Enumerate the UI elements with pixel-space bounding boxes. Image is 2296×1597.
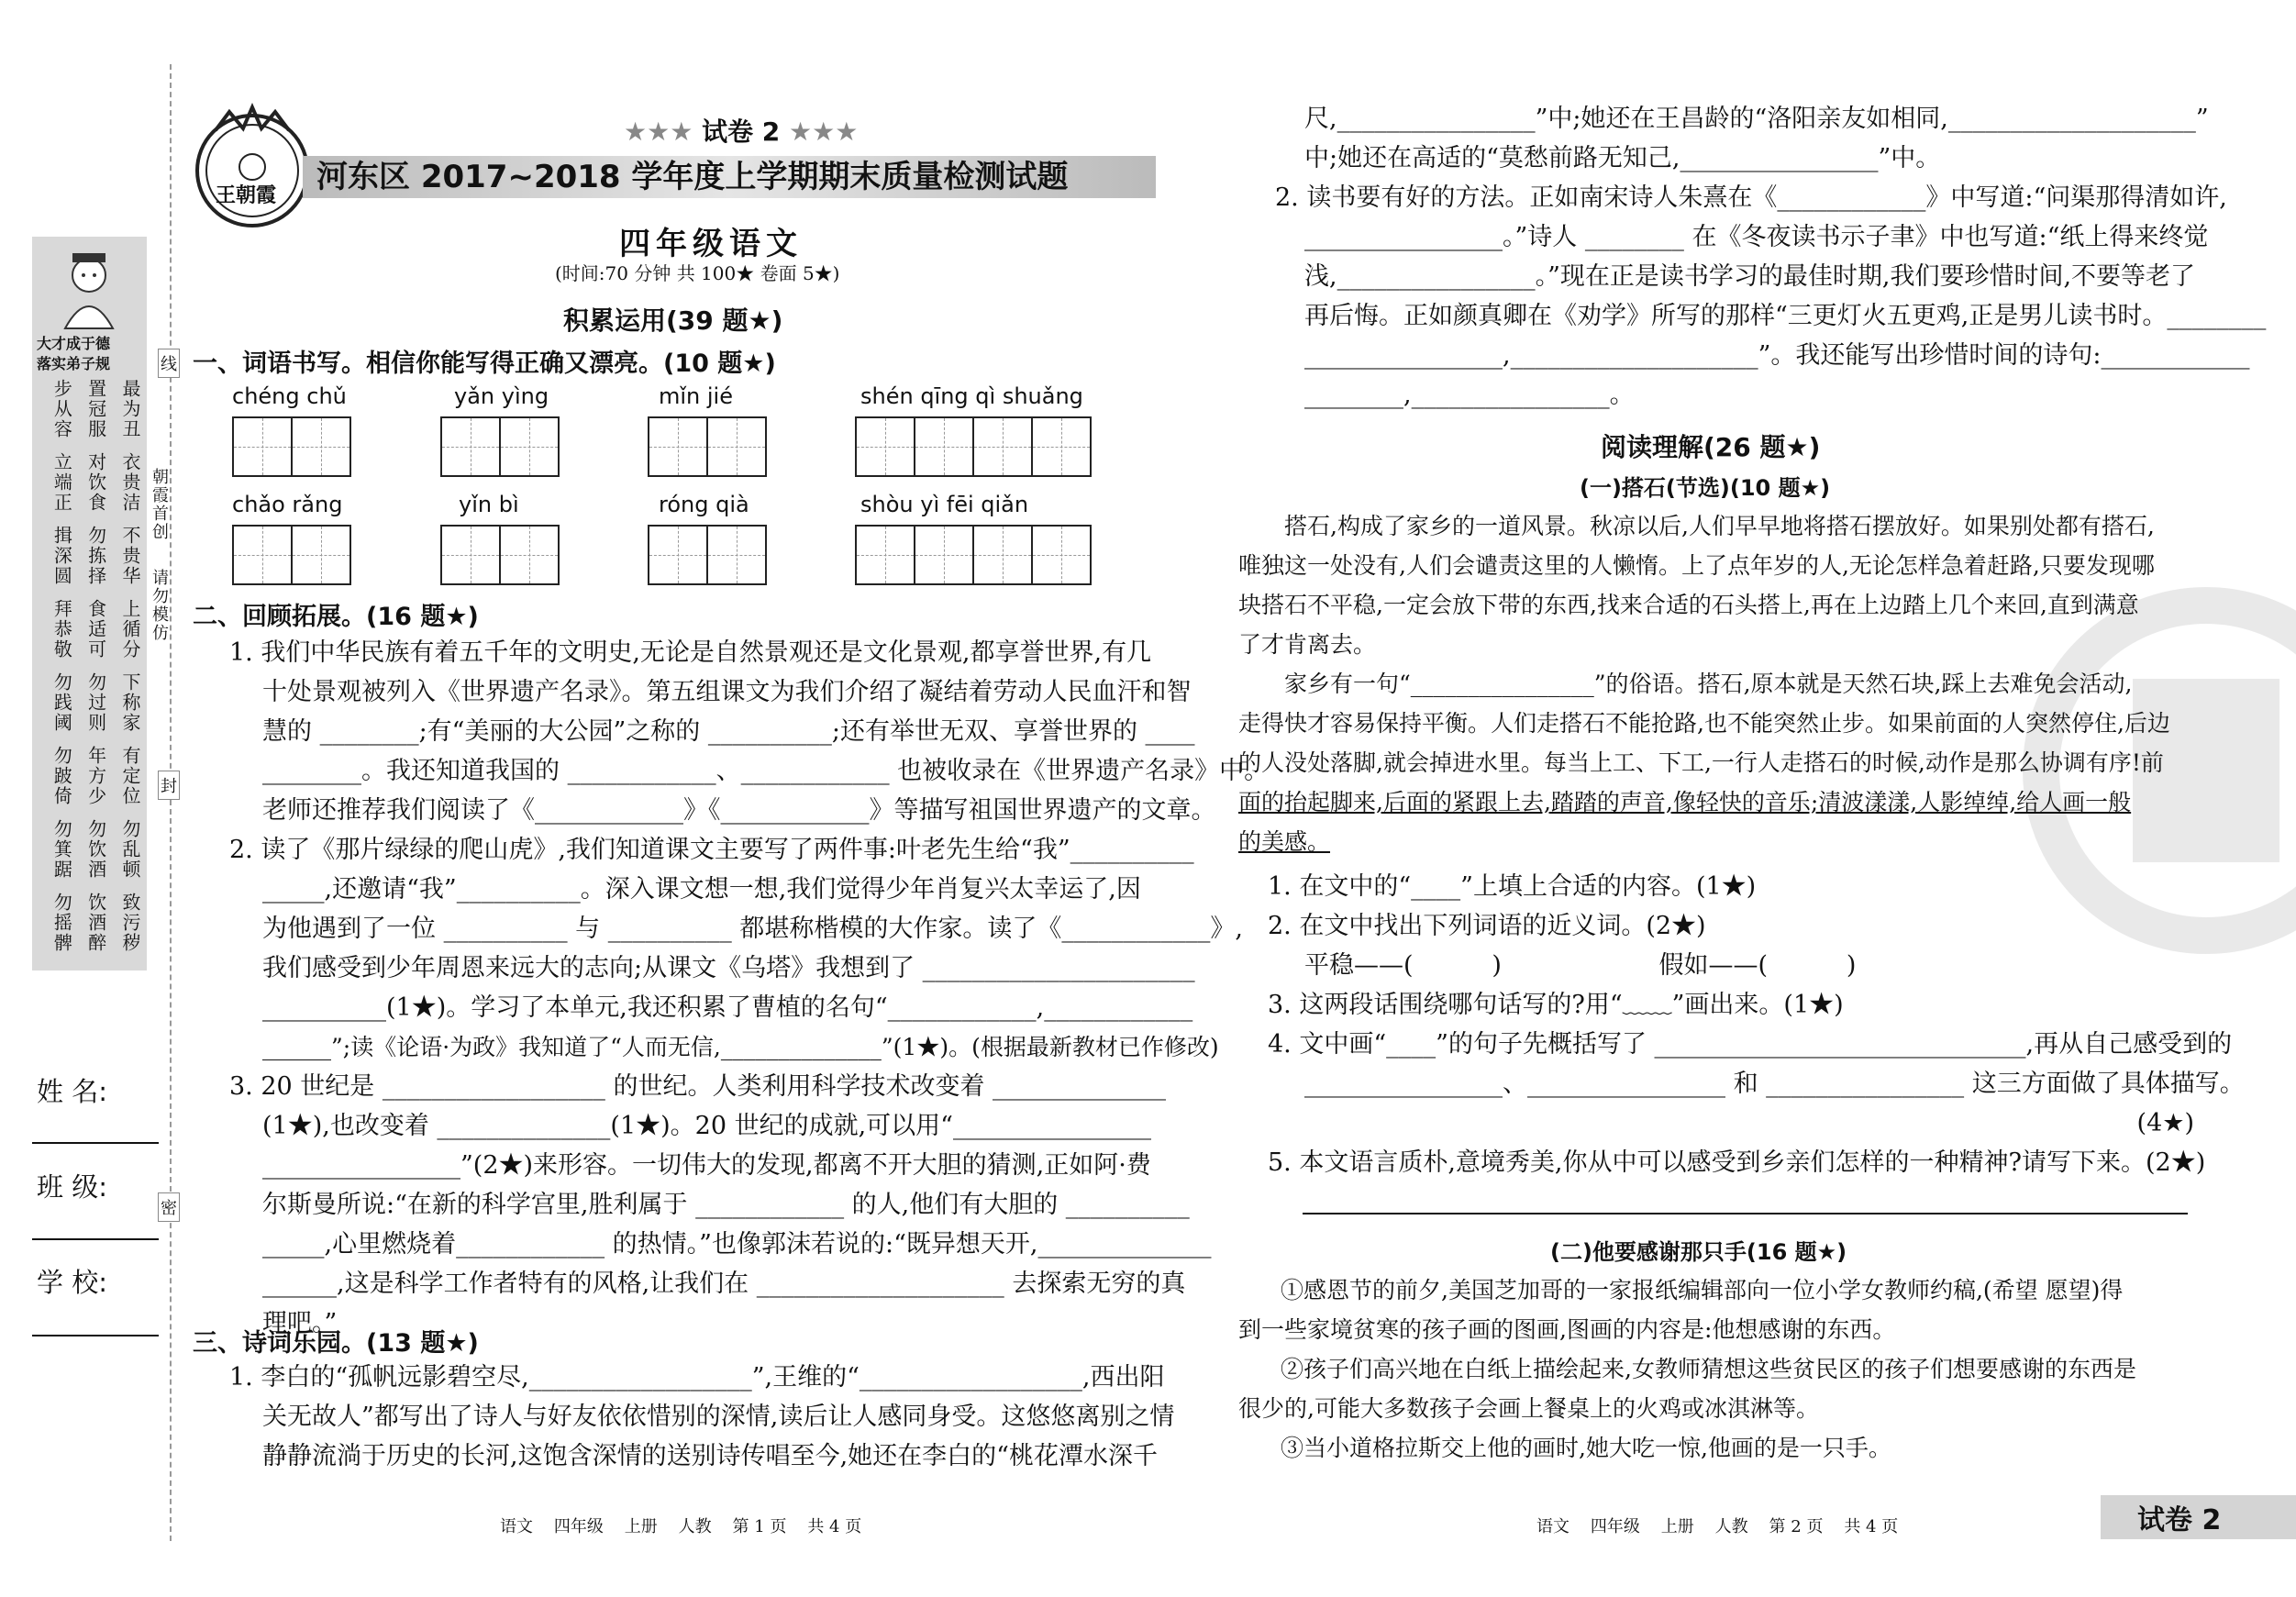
char-box[interactable] (1031, 525, 1092, 585)
pinyin: chéng chǔ (232, 383, 347, 409)
rule: 勿过则 (84, 672, 107, 733)
passage1-title: (一)搭石(节选)(10 题★) (1580, 475, 1831, 501)
star-decoration: ★★★ (624, 116, 703, 147)
text-line: 我们感受到少年周恩来远大的志向;从课文《乌塔》我想到了 ______________________ (262, 954, 1195, 982)
rule: 勿摇髀 (50, 893, 73, 953)
rule: 致污秽 (118, 893, 141, 953)
text-line: (1★),也改变着 ______________(1★)。20 世纪的成就,可以用“________________ (262, 1112, 1151, 1140)
school-field[interactable] (32, 1335, 159, 1336)
question: 4. 文中画“____”的句子先概括写了 ______________________________,再从自己感受到的 (1268, 1030, 2233, 1059)
text-line: ________________。”诗人 ________ 在《冬夜读书示子聿》中也写道:“纸上得来终觉 (1304, 223, 2209, 251)
binding-line (170, 64, 172, 1541)
rule: 食适可 (84, 599, 107, 660)
char-box[interactable] (914, 416, 974, 477)
char-box[interactable] (855, 525, 915, 585)
text-line: 尺,________________”中;她还在王昌龄的“洛阳亲友如相同,____________________” (1304, 105, 2209, 133)
text-line: 家乡有一句“________________”的俗语。搭石,原本就是天然石块,踩上去难免会活动, (1284, 671, 2133, 697)
scholar-avatar (52, 248, 126, 330)
footer-left: 语文 四年级 上册 人教 第 1 页 共 4 页 (500, 1517, 862, 1536)
subject-title: 四年级语文 (619, 226, 803, 262)
char-box[interactable] (291, 416, 351, 477)
text-line: 了才肯离去。 (1238, 631, 1377, 658)
brand-logo (188, 103, 316, 231)
right-top-block (1266, 99, 2267, 415)
text-line: 块搭石不平稳,一定会放下带的东西,找来合适的石头搭上,再在上边踏上几个来回,直到满意 (1238, 592, 2139, 618)
sidebar-rules (39, 379, 142, 966)
text-line: _____,心里燃烧着____________ 的热情。”也像郭沫若说的:“既异想天开,______________ (262, 1230, 1212, 1259)
class-field[interactable] (32, 1238, 159, 1240)
rule: 上循分 (118, 599, 141, 660)
passage1-body (1238, 506, 2202, 861)
q3-title: 三、诗词乐园。(13 题★) (193, 1329, 479, 1358)
text-line: ________。我还知道我国的 ____________、____________ 也被收录在《世界遗产名录》中。 (262, 757, 1270, 785)
rule: 拜恭敬 (50, 599, 73, 660)
text-line: ________,________________。 (1304, 381, 1635, 409)
passage1-questions (1268, 867, 2245, 1182)
corner-label: 试卷 2 (2137, 1504, 2222, 1536)
rule: 勿践阈 (50, 672, 73, 733)
pinyin: shén qīng qì shuǎng (860, 383, 1083, 409)
char-box[interactable] (648, 525, 708, 585)
question: 1. 在文中的“____”上填上合适的内容。(1★) (1268, 872, 1757, 901)
pinyin: chǎo rǎng (232, 492, 343, 517)
text-line: 3. 20 世纪是 __________________ 的世纪。人类利用科学技术改变着 ______________ (229, 1072, 1167, 1101)
section-title-reading: 阅读理解(26 题★) (1601, 432, 1821, 462)
text-line: 为他遇到了一位 __________ 与 __________ 都堪称楷模的大作家。读了《____________》, (262, 915, 1243, 943)
question: 3. 这两段话围绕哪句话写的?用“﹏﹏”画出来。(1★) (1268, 991, 1844, 1019)
question: 平稳——( ) 假如——( ) (1304, 951, 1857, 980)
text-line: __________(1★)。学习了本单元,我还积累了曹植的名句“____________,____________ (262, 993, 1193, 1022)
char-box[interactable] (855, 416, 915, 477)
rule: 衣贵洁 (118, 452, 141, 513)
text-line: 静静流淌于历史的长河,这饱含深情的送别诗传唱至今,她还在李白的“桃花潭水深千 (262, 1442, 1158, 1470)
star-decoration: ★★★ (780, 116, 859, 147)
text-line: 慧的 ________;有“美丽的大公园”之称的 __________;还有举世无双、享誉世界的 ____ (262, 717, 1195, 746)
char-box[interactable] (914, 525, 974, 585)
char-box[interactable] (1031, 416, 1092, 477)
school-label: 学 校: (37, 1267, 107, 1298)
logo-text: 王朝霞 (216, 183, 277, 207)
text-line: 浅,________________。”现在正是读书学习的最佳时期,我们要珍惜时间,不要等老了 (1304, 262, 2196, 291)
text-line: ①感恩节的前夕,美国芝加哥的一家报纸编辑部向一位小学女教师约稿,(希望 愿望)得 (1281, 1277, 2124, 1303)
char-box[interactable] (440, 525, 501, 585)
text-line: 很少的,可能大多数孩子会画上餐桌上的火鸡或冰淇淋等。 (1238, 1395, 1819, 1422)
text-line: ______”;读《论语·为政》我知道了“人而无信,______________”(1★)。(根据最新教材已作修改) (262, 1034, 1219, 1060)
q2-body (229, 633, 1270, 1343)
seal-mark: 封 (158, 771, 180, 800)
char-box[interactable] (706, 416, 767, 477)
text-line: 走得快才容易保持平衡。人们走搭石不能抢路,也不能突然止步。如果前面的人突然停住,后边 (1238, 710, 2170, 737)
text-line: 唯独这一处没有,人们会谴责这里的人懒惰。上了点年岁的人,无论怎样急着赶路,只要发现哪 (1238, 552, 2155, 579)
text-line: 的人没处落脚,就会掉进水里。每当上工、下工,一行人走搭石的时候,动作是那么协调有序!前 (1238, 749, 2164, 776)
text-line: 1. 李白的“孤帆远影碧空尽,__________________”,王维的“__________________,西出阳 (229, 1363, 1165, 1392)
underlined-line: 的美感。 (1238, 828, 1331, 855)
question: (4★) (2136, 1109, 2194, 1137)
text-line: 2. 读书要有好的方法。正如南宋诗人朱熹在《____________》中写道:“问渠那得清如许, (1275, 183, 2227, 212)
rule: 下称家 (118, 672, 141, 733)
text-line: 尔斯曼所说:“在新的科学宫里,胜利属于 ____________ 的人,他们有大胆的 __________ (262, 1191, 1190, 1219)
class-label: 班 级: (37, 1171, 107, 1203)
section-title-accumulate: 积累运用(39 题★) (563, 305, 783, 336)
rule: 立端正 (50, 452, 73, 513)
seal-mark: 线 (158, 349, 180, 378)
rule: 步从容 (50, 379, 73, 439)
char-box[interactable] (232, 416, 293, 477)
exam-title: 河东区 2017~2018 学年度上学期期末质量检测试题 (316, 159, 1069, 195)
text-line: 2. 读了《那片绿绿的爬山虎》,我们知道课文主要写了两件事:叶老先生给“我”__________ (229, 836, 1194, 864)
char-box[interactable] (440, 416, 501, 477)
char-box[interactable] (648, 416, 708, 477)
char-box[interactable] (232, 525, 293, 585)
question: 5. 本文语言质朴,意境秀美,你从中可以感受到乡亲们怎样的一种精神?请写下来。(2★) (1268, 1148, 2206, 1177)
rule: 年方少 (84, 746, 107, 806)
sidebar-panel (32, 237, 147, 970)
rule: 揖深圆 (50, 526, 73, 586)
text-line: 十处景观被列入《世界遗产名录》。第五组课文为我们介绍了凝结着劳动人民血汗和智 (262, 678, 1192, 706)
name-label: 姓 名: (37, 1076, 107, 1107)
rule: 勿箕踞 (50, 819, 73, 880)
side-note: 朝霞首创 (150, 468, 169, 541)
q1-title: 一、词语书写。相信你能写得正确又漂亮。(10 题★) (193, 349, 776, 378)
text-line: ②孩子们高兴地在白纸上描绘起来,女教师猜想这些贫民区的孩子们想要感谢的东西是 (1281, 1356, 2136, 1382)
text-line: 搭石,构成了家乡的一道风景。秋凉以后,人们早早地将搭石摆放好。如果别处都有搭石, (1284, 513, 2155, 539)
char-box[interactable] (706, 525, 767, 585)
text-line: 到一些家境贫寒的孩子画的图画,图画的内容是:他想感谢的东西。 (1238, 1316, 1896, 1343)
pinyin: róng qià (659, 492, 749, 517)
sidebar-motto-bottom: 落实弟子规 (37, 355, 111, 372)
exam-info: (时间:70 分钟 共 100★ 卷面 5★) (555, 262, 840, 284)
char-box[interactable] (499, 416, 560, 477)
text-line: 中;她还在高适的“莫愁前路无知己,________________”中。 (1304, 144, 1941, 172)
text-line: ________________,____________________”。我还能写出珍惜时间的诗句:____________ (1304, 341, 2250, 370)
rule: 勿饮酒 (84, 819, 107, 880)
text-line: ________________”(2★)来形容。一切伟大的发现,都离不开大胆的猜测,正如阿·费 (262, 1151, 1151, 1180)
question: ________________、________________ 和 ________________ 这三方面做了具体描写。 (1304, 1070, 2245, 1098)
passage2-body (1238, 1270, 2202, 1468)
rule: 不贵华 (118, 526, 141, 586)
sidebar-motto-top: 大才成于德 (37, 335, 111, 352)
rule: 最为丑 (118, 379, 141, 439)
name-field[interactable] (32, 1142, 159, 1144)
char-box[interactable] (972, 416, 1033, 477)
footer-right: 语文 四年级 上册 人教 第 2 页 共 4 页 (1536, 1517, 1899, 1536)
pinyin: shòu yì fēi qiǎn (860, 492, 1029, 517)
rule: 勿拣择 (84, 526, 107, 586)
rule: 对饮食 (84, 452, 107, 513)
text-line: 理吧。” (262, 1309, 338, 1337)
passage2-title: (二)他要感谢那只手(16 题★) (1550, 1239, 1847, 1265)
text-line: 关无故人”都写出了诗人与好友依依惜别的深情,读后让人感同身受。这悠悠离别之情 (262, 1403, 1175, 1431)
paper-label (624, 112, 858, 149)
rule: 勿跛倚 (50, 746, 73, 806)
char-box[interactable] (291, 525, 351, 585)
text-line: 再后悔。正如颜真卿在《劝学》所写的那样“三更灯火五更鸡,正是男儿读书时。________ (1304, 302, 2267, 330)
pinyin: yǎn yìng (454, 383, 549, 409)
text-line: ______,这是科学工作者特有的风格,让我们在 ____________________ 去探索无穷的真 (262, 1270, 1186, 1298)
q2-title: 二、回顾拓展。(16 题★) (193, 603, 479, 631)
char-box[interactable] (972, 525, 1033, 585)
text-line: 1. 我们中华民族有着五千年的文明史,无论是自然景观还是文化景观,都享誉世界,有几 (229, 638, 1152, 667)
rule: 置冠服 (84, 379, 107, 439)
q3-body (229, 1358, 1175, 1476)
question: 2. 在文中找出下列词语的近义词。(2★) (1268, 912, 1706, 940)
underlined-line: 面的抬起脚来,后面的紧跟上去,踏踏的声音,像轻快的音乐;清波漾漾,人影绰绰,给人画一般 (1238, 789, 2132, 815)
rule: 饮酒醉 (84, 893, 107, 953)
text-line: 老师还推荐我们阅读了《____________》《____________》等描写祖国世界遗产的文章。 (262, 796, 1216, 825)
answer-line[interactable] (1303, 1213, 2188, 1214)
rule: 有定位 (118, 746, 141, 806)
text-line: _____,还邀请“我”__________。深入课文想一想,我们觉得少年肖复兴太幸运了,因 (262, 875, 1141, 904)
pinyin: yǐn bì (459, 492, 519, 517)
pinyin: mǐn jié (659, 383, 733, 409)
paper-label-text: 试卷 2 (702, 116, 781, 147)
rule: 勿乱顿 (118, 819, 141, 880)
char-box[interactable] (499, 525, 560, 585)
seal-mark: 密 (158, 1192, 180, 1222)
side-note: 请勿模仿 (150, 569, 169, 642)
text-line: ③当小道格拉斯交上他的画时,她大吃一惊,他画的是一只手。 (1281, 1435, 1891, 1461)
